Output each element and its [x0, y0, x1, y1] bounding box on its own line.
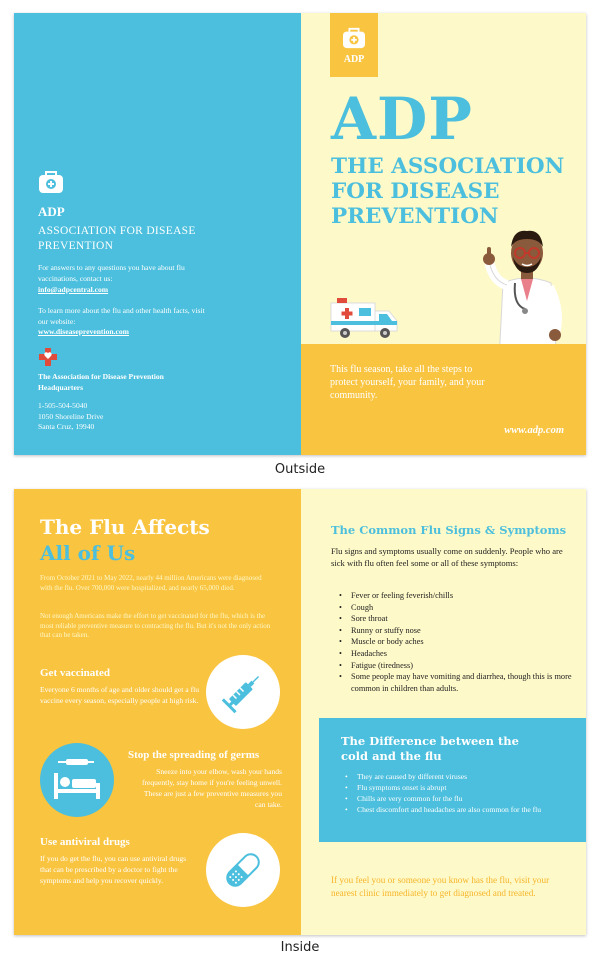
symptoms-title: The Common Flu Signs & Symptoms	[331, 523, 567, 537]
vaccinated-text: Everyone 6 months of age and older should get a flu vaccine every season, especially people at high risk.	[40, 685, 200, 705]
list-item: • Flu symptoms onset is abrupt	[345, 782, 570, 793]
pill-icon	[219, 846, 267, 894]
stats-paragraph: From October 2021 to May 2022, nearly 44 million Americans were diagnosed with the flu. Over 700,000 were hospitalized, and nearly 65,000 died.	[40, 574, 262, 592]
sick-bed-icon	[52, 757, 102, 803]
symptoms-intro: Flu signs and symptoms usually come on suddenly. People who are sick with flu often feel some or all of these symptoms:	[331, 546, 563, 568]
vaccinated-title: Get vaccinated	[40, 667, 110, 679]
list-item: • Sore throat	[339, 613, 579, 625]
cover-subtitle: THE ASSOCIATION FOR DISEASE PREVENTION	[331, 154, 565, 229]
inside-right-panel	[301, 489, 586, 935]
difference-title: The Difference between the cold and the flu	[341, 734, 519, 763]
closing-text: If you feel you or someone you know has the flu, visit your nearest clinic immediately to get diagnosed and treated.	[331, 875, 550, 898]
list-item: • Muscle or body aches	[339, 636, 579, 648]
antiviral-title: Use antiviral drugs	[40, 836, 130, 848]
list-item: • They are caused by different viruses	[345, 771, 570, 782]
learn-text: To learn more about the flu and other health facts, visit our website:	[38, 306, 205, 326]
medical-cross-icon	[38, 347, 58, 367]
list-item: • Chills are very common for the flu	[345, 793, 570, 804]
org-name: ASSOCIATION FOR DISEASE PREVENTION	[38, 225, 196, 252]
inside-heading-line1: The Flu Affects	[40, 515, 210, 539]
list-item: • Fever or feeling feverish/chills	[339, 590, 579, 602]
inside-heading-line2: All of Us	[40, 541, 136, 565]
syringe-icon	[220, 669, 266, 715]
badge-text: ADP	[343, 54, 365, 65]
street: 1050 Shoreline Drive	[38, 411, 104, 421]
pill-circle	[206, 833, 280, 907]
list-item: • Runny or stuffy nose	[339, 625, 579, 637]
list-item: • Chest discomfort and headaches are also common for the flu	[345, 804, 570, 815]
syringe-circle	[206, 655, 280, 729]
inside-caption: Inside	[280, 940, 320, 955]
inside-left-panel	[14, 489, 301, 935]
medical-bag-icon	[38, 170, 64, 194]
list-item: • Headaches	[339, 648, 579, 660]
hq-title: The Association for Disease Prevention Headquarters	[38, 372, 164, 392]
outside-caption: Outside	[274, 462, 326, 477]
city: Santa Cruz, 19940	[38, 422, 95, 431]
ambulance-icon	[329, 295, 401, 341]
difference-box	[319, 718, 586, 842]
contact-text: For answers to any questions you have about flu vaccinations, contact us:	[38, 263, 185, 283]
contact-email-link[interactable]: info@adpcentral.com	[38, 285, 109, 294]
cover-url-link[interactable]: www.adp.com	[504, 425, 564, 436]
list-item: • Some people may have vomiting and diarrhea, though this is more common in children than adults.	[339, 671, 579, 694]
list-item: • Fatigue (tiredness)	[339, 660, 579, 672]
sick-bed-circle	[40, 743, 114, 817]
antiviral-text: If you do get the flu, you can use antiviral drugs that can be prescribed by a doctor to fight the symptoms and help you recover quickly.	[40, 854, 187, 885]
phone: 1-505-504-5040	[38, 401, 88, 410]
back-cover-panel	[14, 13, 301, 455]
medical-bag-icon	[342, 27, 366, 49]
difference-list	[345, 771, 570, 815]
spread-title: Stop the spreading of germs	[128, 749, 260, 761]
website-link[interactable]: www.diseaseprevention.com	[38, 327, 129, 336]
outside-spread	[14, 13, 586, 455]
cover-title: ADP	[331, 85, 473, 153]
spread-text: Sneeze into your elbow, wash your hands frequently, stay home if you're feeling unwell. These are just a few preventive measures you can take.	[141, 767, 282, 809]
list-item: • Cough	[339, 602, 579, 614]
front-cover-panel	[301, 13, 586, 455]
vaccination-paragraph: Not enough Americans make the effort to get vaccinated for the flu, which is the most reliable preventive measure to contracting the flu. But it's not the only action that can be taken.	[40, 612, 271, 639]
symptoms-list	[339, 590, 579, 694]
address-block	[38, 401, 103, 433]
logo-text: ADP	[38, 204, 65, 219]
inside-spread	[14, 489, 586, 935]
logo-badge	[330, 13, 378, 77]
cover-tagline: This flu season, take all the steps to protect yourself, your family, and your community.	[330, 364, 485, 401]
